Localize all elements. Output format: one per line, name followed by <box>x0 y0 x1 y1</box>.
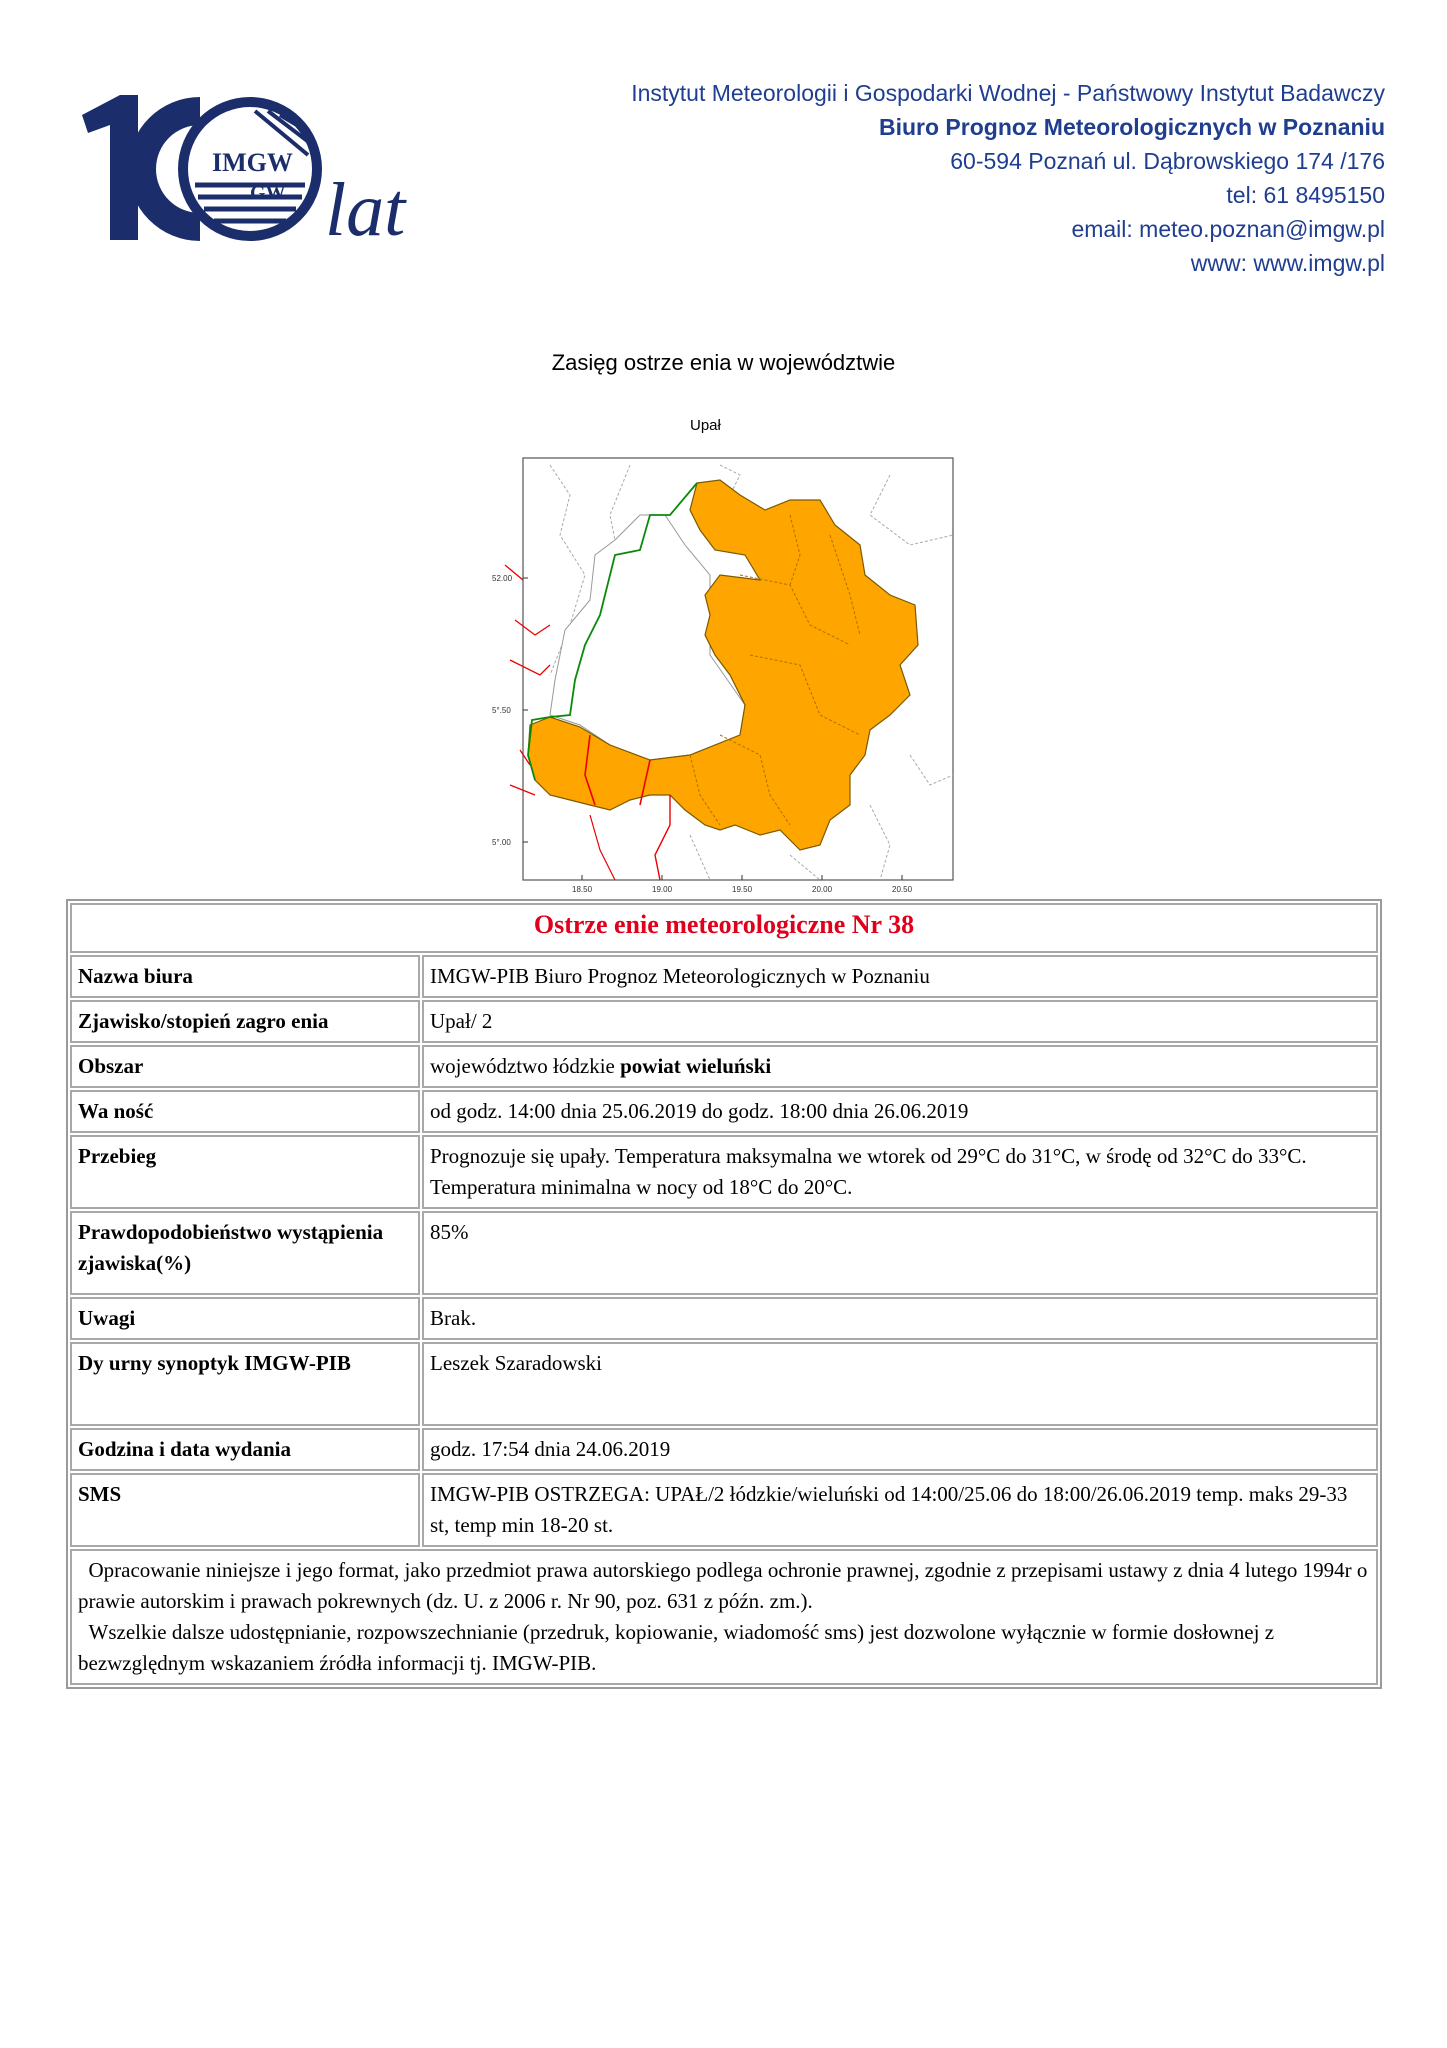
address: 60-594 Poznań ul. Dąbrowskiego 174 /176 <box>950 148 1385 174</box>
y-tick-label: 52.00 <box>492 574 513 583</box>
emblem-bottom-text: GW <box>250 182 286 204</box>
row-label: Dy urny synoptyk IMGW-PIB <box>70 1342 420 1426</box>
institute-name: Instytut Meteorologii i Gospodarki Wodnej - Państwowy Instytut Badawczy <box>631 80 1385 106</box>
institute-header <box>631 76 1385 280</box>
x-tick-label: 19.00 <box>652 885 673 894</box>
y-tick-label: 5°.50 <box>492 706 511 715</box>
section-title: Zasięg ostrze enia w województwie <box>551 350 896 375</box>
warning-map <box>490 455 960 900</box>
phone: tel: 61 8495150 <box>1226 182 1385 208</box>
map-title: Upał <box>690 417 721 434</box>
row-label: SMS <box>70 1473 420 1547</box>
table-row <box>70 1211 1378 1295</box>
table-row <box>70 1342 1378 1426</box>
website: www: www.imgw.pl <box>1190 250 1385 276</box>
table-row <box>70 1045 1378 1088</box>
row-label: Prawdopodobieństwo wystąpienia zjawiska(%) <box>70 1211 420 1295</box>
row-label: Przebieg <box>70 1135 420 1209</box>
table-row <box>70 1297 1378 1340</box>
row-value: Brak. <box>422 1297 1378 1340</box>
table-row <box>70 1428 1378 1471</box>
row-value: 85% <box>422 1211 1378 1295</box>
warning-heading: Ostrze enie meteorologiczne Nr 38 <box>70 903 1378 953</box>
table-row <box>70 1473 1378 1547</box>
copyright-paragraph: Opracowanie niniejsze i jego format, jako przedmiot prawa autorskiego podlega ochronie prawnej, zgodnie z przepisami ustawy z dnia 4 lutego 1994r o prawie autorskim i prawach pokrewnych (dz. U. z 2006 r. Nr 90, poz. 631 z późn. zm.). <box>78 1558 1373 1613</box>
row-value: IMGW-PIB OSTRZEGA: UPAŁ/2 łódzkie/wieluński od 14:00/25.06 do 18:00/26.06.2019 temp. maks 29-33 st, temp min 18-20 st. <box>422 1473 1378 1547</box>
row-value: od godz. 14:00 dnia 25.06.2019 do godz. 18:00 dnia 26.06.2019 <box>422 1090 1378 1133</box>
svg-text:lat: lat <box>325 168 406 250</box>
imgw-100-lat-logo <box>80 85 450 250</box>
area-county: powiat wieluński <box>620 1054 772 1078</box>
emblem-top-text: IMGW <box>212 148 293 177</box>
table-row <box>70 1090 1378 1133</box>
row-label: Wa ność <box>70 1090 420 1133</box>
email: email: meteo.poznan@imgw.pl <box>1071 216 1385 242</box>
area-region: województwo łódzkie <box>430 1054 621 1078</box>
row-value: IMGW-PIB Biuro Prognoz Meteorologicznych w Poznaniu <box>422 955 1378 998</box>
table-row <box>70 1000 1378 1043</box>
x-tick-label: 20.50 <box>892 885 913 894</box>
row-label: Obszar <box>70 1045 420 1088</box>
row-value: Upał/ 2 <box>422 1000 1378 1043</box>
x-tick-label: 18.50 <box>572 885 593 894</box>
row-label: Nazwa biura <box>70 955 420 998</box>
y-tick-label: 5°.00 <box>492 838 511 847</box>
usage-paragraph: Wszelkie dalsze udostępnianie, rozpowszechnianie (przedruk, kopiowanie, wiadomość sms) jest dozwolone wyłącznie w formie dosłownej z bezwzględnym wskazaniem źródła informacji tj. IMGW-PIB. <box>78 1620 1280 1675</box>
copyright-footer <box>70 1549 1378 1685</box>
row-label: Uwagi <box>70 1297 420 1340</box>
row-value: Leszek Szaradowski <box>422 1342 1378 1426</box>
warning-table <box>66 899 1382 1689</box>
row-value <box>422 1045 1378 1088</box>
row-label: Zjawisko/stopień zagro enia <box>70 1000 420 1043</box>
x-tick-label: 19.50 <box>732 885 753 894</box>
row-label: Godzina i data wydania <box>70 1428 420 1471</box>
office-name: Biuro Prognoz Meteorologicznych w Poznaniu <box>878 114 1385 140</box>
table-row <box>70 955 1378 998</box>
row-value: godz. 17:54 dnia 24.06.2019 <box>422 1428 1378 1471</box>
x-tick-label: 20.00 <box>812 885 833 894</box>
table-row <box>70 1135 1378 1209</box>
row-value: Prognozuje się upały. Temperatura maksymalna we wtorek od 29°C do 31°C, w środę od 32°C do 33°C. Temperatura minimalna w nocy od 18°C do 20°C. <box>422 1135 1378 1209</box>
